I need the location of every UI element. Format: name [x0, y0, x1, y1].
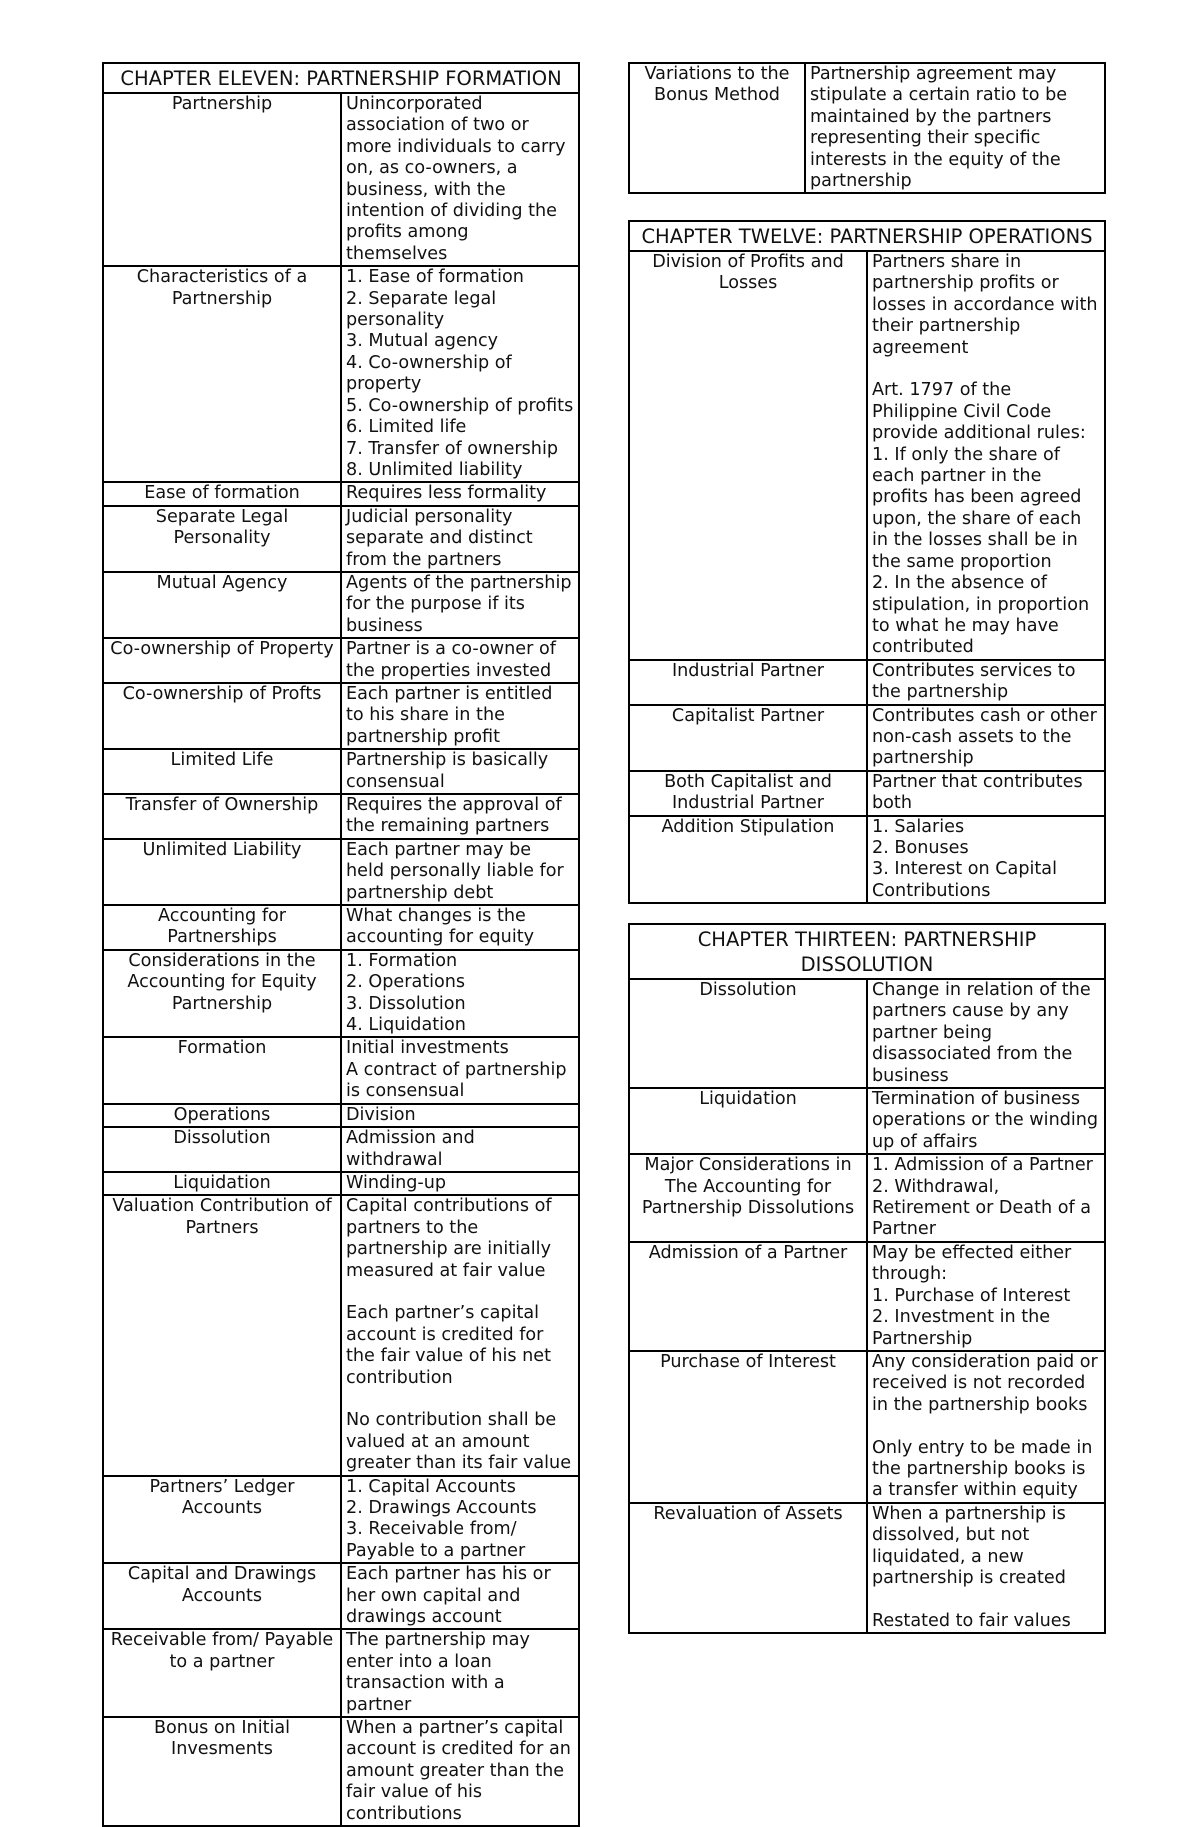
definition-cell: Change in relation of the partners cause by any partner being disassociated from the business [867, 979, 1105, 1088]
table-row [103, 905, 579, 950]
definition-cell: Agents of the partnership for the purpose if its business [341, 572, 579, 638]
term-cell: Formation [103, 1037, 341, 1103]
table-row [103, 1563, 579, 1629]
table-row [103, 266, 579, 482]
table-row [629, 1242, 1105, 1351]
definition-cell: 1. Capital Accounts 2. Drawings Accounts 3. Receivable from/ Payable to a partner [341, 1476, 579, 1564]
term-cell: Ease of formation [103, 482, 341, 505]
definition-cell: Partner that contributes both [867, 771, 1105, 816]
definition-cell: What changes is the accounting for equity [341, 905, 579, 950]
definition-cell: Contributes cash or other non-cash assets to the partnership [867, 705, 1105, 771]
table-row [103, 1195, 579, 1475]
definition-cell: When a partnership is dissolved, but not liquidated, a new partnership is created Restated to fair values [867, 1503, 1105, 1633]
term-cell: Dissolution [103, 1127, 341, 1172]
definition-cell: Requires the approval of the remaining partners [341, 794, 579, 839]
term-cell: Capitalist Partner [629, 705, 867, 771]
term-cell: Dissolution [629, 979, 867, 1088]
term-cell: Division of Profits and Losses [629, 251, 867, 660]
table-row [103, 839, 579, 905]
table-row [103, 1476, 579, 1564]
definition-cell: Termination of business operations or the winding up of affairs [867, 1088, 1105, 1154]
definition-cell: Partner is a co-owner of the properties invested [341, 638, 579, 683]
table-row [629, 1351, 1105, 1503]
term-cell: Addition Stipulation [629, 816, 867, 904]
chapter-twelve-title: CHAPTER TWELVE: PARTNERSHIP OPERATIONS [629, 221, 1105, 251]
definition-cell: Any consideration paid or received is not recorded in the partnership books Only entry to be made in the partnership books is a transfer within equity [867, 1351, 1105, 1503]
table-row [103, 572, 579, 638]
table-row [103, 1037, 579, 1103]
chapter-thirteen-title: CHAPTER THIRTEEN: PARTNERSHIP DISSOLUTION [629, 924, 1105, 979]
term-cell: Liquidation [103, 1172, 341, 1195]
definition-cell: Capital contributions of partners to the partnership are initially measured at fair value Each partner’s capital account is credited for the fair value of his net contribution No contribution shall be valued at an amount greater than its fair value [341, 1195, 579, 1475]
table-row [103, 950, 579, 1038]
definition-cell: 1. Salaries 2. Bonuses 3. Interest on Capital Contributions [867, 816, 1105, 904]
definition-cell: Each partner may be held personally liable for partnership debt [341, 839, 579, 905]
definition-cell: Initial investments A contract of partnership is consensual [341, 1037, 579, 1103]
table-row [629, 979, 1105, 1088]
term-cell: Partnership [103, 93, 341, 266]
table-row [103, 749, 579, 794]
definition-cell: Each partner is entitled to his share in the partnership profit [341, 683, 579, 749]
definition-cell: Winding-up [341, 1172, 579, 1195]
definition-cell: Requires less formality [341, 482, 579, 505]
table-row [103, 683, 579, 749]
term-cell: Partners’ Ledger Accounts [103, 1476, 341, 1564]
chapter-eleven-table [102, 62, 580, 1827]
table-row [103, 638, 579, 683]
term-cell: Limited Life [103, 749, 341, 794]
table-header-row [629, 221, 1105, 251]
definition-cell: Contributes services to the partnership [867, 660, 1105, 705]
definition-cell: Admission and withdrawal [341, 1127, 579, 1172]
definition-cell: Partnership agreement may stipulate a certain ratio to be maintained by the partners representing their specific interests in the equity of the partnership [805, 63, 1105, 193]
table-row [629, 705, 1105, 771]
definition-cell: Judicial personality separate and distinct from the partners [341, 506, 579, 572]
term-cell: Receivable from/ Payable to a partner [103, 1629, 341, 1717]
table-row [103, 1717, 579, 1826]
term-cell: Both Capitalist and Industrial Partner [629, 771, 867, 816]
table-row [629, 1154, 1105, 1242]
term-cell: Co-ownership of Profts [103, 683, 341, 749]
table-row [629, 1503, 1105, 1633]
term-cell: Revaluation of Assets [629, 1503, 867, 1633]
definition-cell: Partnership is basically consensual [341, 749, 579, 794]
definition-cell: 1. Admission of a Partner 2. Withdrawal, Retirement or Death of a Partner [867, 1154, 1105, 1242]
table-row [103, 794, 579, 839]
chapter-twelve-table [628, 220, 1106, 904]
term-cell: Major Considerations in The Accounting for Partnership Dissolutions [629, 1154, 867, 1242]
table-row [629, 63, 1105, 193]
term-cell: Accounting for Partnerships [103, 905, 341, 950]
table-row [629, 660, 1105, 705]
chapter-twelve-body [629, 251, 1105, 903]
term-cell: Industrial Partner [629, 660, 867, 705]
table-row [103, 1172, 579, 1195]
term-cell: Considerations in the Accounting for Equity Partnership [103, 950, 341, 1038]
variations-bonus-table [628, 62, 1106, 194]
term-cell: Bonus on Initial Invesments [103, 1717, 341, 1826]
table-row [629, 251, 1105, 660]
term-cell: Co-ownership of Property [103, 638, 341, 683]
table-row [629, 771, 1105, 816]
definition-cell: 1. Formation 2. Operations 3. Dissolution 4. Liquidation [341, 950, 579, 1038]
term-cell: Operations [103, 1104, 341, 1127]
term-cell: Purchase of Interest [629, 1351, 867, 1503]
table-header-row [103, 63, 579, 93]
chapter-eleven-body [103, 93, 579, 1826]
table-row [103, 506, 579, 572]
table-row [629, 1088, 1105, 1154]
definition-cell: Division [341, 1104, 579, 1127]
term-cell: Transfer of Ownership [103, 794, 341, 839]
chapter-eleven-title: CHAPTER ELEVEN: PARTNERSHIP FORMATION [103, 63, 579, 93]
chapter-thirteen-body [629, 979, 1105, 1633]
term-cell: Unlimited Liability [103, 839, 341, 905]
definition-cell: When a partner’s capital account is credited for an amount greater than the fair value of his contributions [341, 1717, 579, 1826]
table-row [629, 816, 1105, 904]
definition-cell: The partnership may enter into a loan transaction with a partner [341, 1629, 579, 1717]
term-cell: Separate Legal Personality [103, 506, 341, 572]
table-row [103, 1629, 579, 1717]
table-row [103, 1104, 579, 1127]
table-row [103, 482, 579, 505]
term-cell: Variations to the Bonus Method [629, 63, 805, 193]
term-cell: Valuation Contribution of Partners [103, 1195, 341, 1475]
definition-cell: May be effected either through: 1. Purchase of Interest 2. Investment in the Partnership [867, 1242, 1105, 1351]
term-cell: Capital and Drawings Accounts [103, 1563, 341, 1629]
table-row [103, 1127, 579, 1172]
left-column [102, 62, 580, 1827]
chapter-thirteen-table [628, 923, 1106, 1634]
term-cell: Characteristics of a Partnership [103, 266, 341, 482]
definition-cell: Unincorporated association of two or more individuals to carry on, as co-owners, a business, with the intention of dividing the profits among themselves [341, 93, 579, 266]
definition-cell: Partners share in partnership profits or losses in accordance with their partnership agreement Art. 1797 of the Philippine Civil Code provide additional rules: 1. If only the share of each partner in the profits has been agreed upon, the share of each in the losses shall be in the same proportion 2. In the absence of stipulation, in proportion to what he may have contributed [867, 251, 1105, 660]
definition-cell: Each partner has his or her own capital and drawings account [341, 1563, 579, 1629]
table-header-row [629, 924, 1105, 979]
term-cell: Mutual Agency [103, 572, 341, 638]
table-row [103, 93, 579, 266]
definition-cell: 1. Ease of formation 2. Separate legal personality 3. Mutual agency 4. Co-ownership of property 5. Co-ownership of profits 6. Limited life 7. Transfer of ownership 8. Unlimited liability [341, 266, 579, 482]
term-cell: Liquidation [629, 1088, 867, 1154]
term-cell: Admission of a Partner [629, 1242, 867, 1351]
